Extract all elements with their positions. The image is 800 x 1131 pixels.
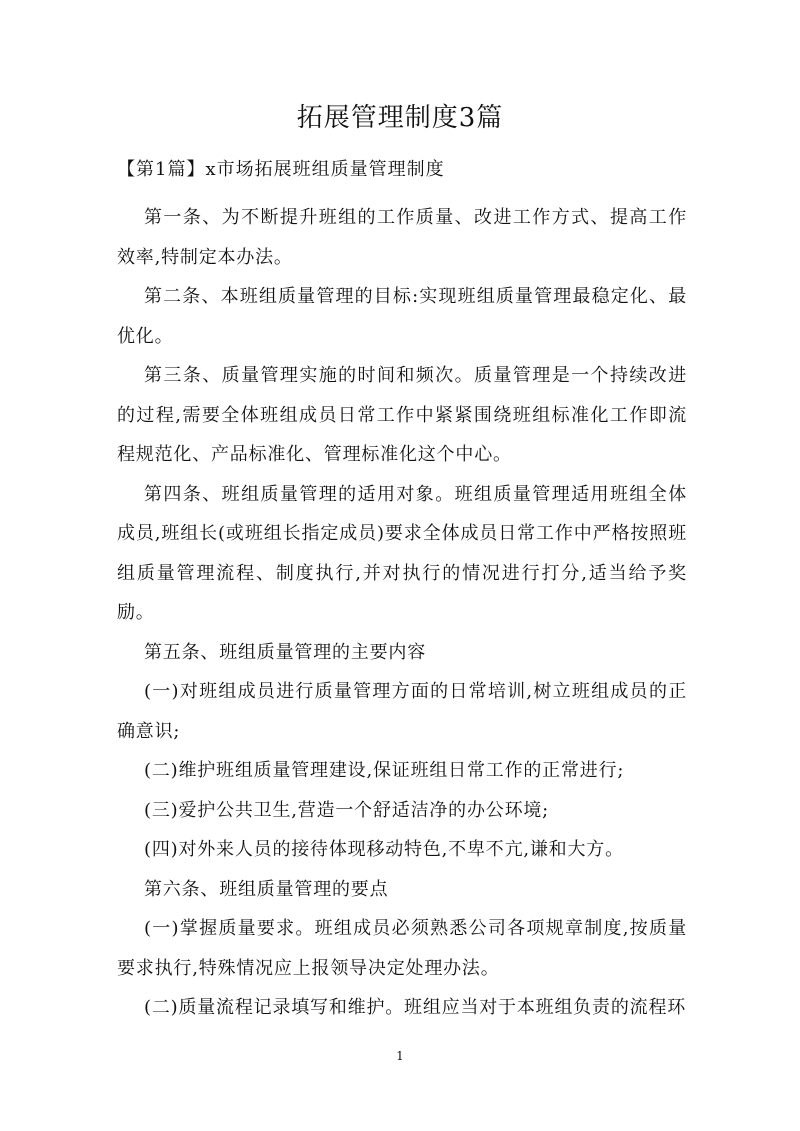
article-5-heading: 第五条、班组质量管理的主要内容 xyxy=(144,641,426,663)
article-1-paragraph: 第一条、为不断提升班组的工作质量、改进工作方式、提高工作效率,特制定本办法。 xyxy=(117,207,687,268)
document-body xyxy=(117,198,687,1028)
article-5-item-2: (二)维护班组质量管理建设,保证班组日常工作的正常进行; xyxy=(144,760,625,781)
article-4-paragraph: 第四条、班组质量管理的适用对象。班组质量管理适用班组全体成员,班组长(或班组长指定成员)要求全体成员日常工作中严格按照班组质量管理流程、制度执行,并对执行的情况进行打分,适当给予奖励。 xyxy=(117,483,687,623)
article-2-paragraph: 第二条、本班组质量管理的目标:实现班组质量管理最稳定化、最优化。 xyxy=(117,286,687,347)
page-number: 1 xyxy=(396,1049,404,1063)
article-6-heading: 第六条、班组质量管理的要点 xyxy=(144,878,389,900)
article-3-paragraph: 第三条、质量管理实施的时间和频次。质量管理是一个持续改进的过程,需要全体班组成员日常工作中紧紧围绕班组标准化工作即流程规范化、产品标准化、管理标准化这个中心。 xyxy=(117,365,687,465)
article-6-item-2: (二)质量流程记录填写和维护。班组应当对于本班组负责的流程环 xyxy=(144,997,687,1018)
article-6-item-1: (一)掌握质量要求。班组成员必须熟悉公司各项规章制度,按质量要求执行,特殊情况应上报领导决定处理办法。 xyxy=(117,918,687,979)
document-title: 拓展管理制度3篇 xyxy=(296,103,504,133)
section-heading: 【第1篇】x市场拓展班组质量管理制度 xyxy=(117,159,445,180)
article-5-item-4: (四)对外来人员的接待体现移动特色,不卑不亢,谦和大方。 xyxy=(144,839,624,860)
article-5-item-1: (一)对班组成员进行质量管理方面的日常培训,树立班组成员的正确意识; xyxy=(117,681,687,742)
article-5-item-3: (三)爱护公共卫生,营造一个舒适洁净的办公环境; xyxy=(144,799,550,821)
